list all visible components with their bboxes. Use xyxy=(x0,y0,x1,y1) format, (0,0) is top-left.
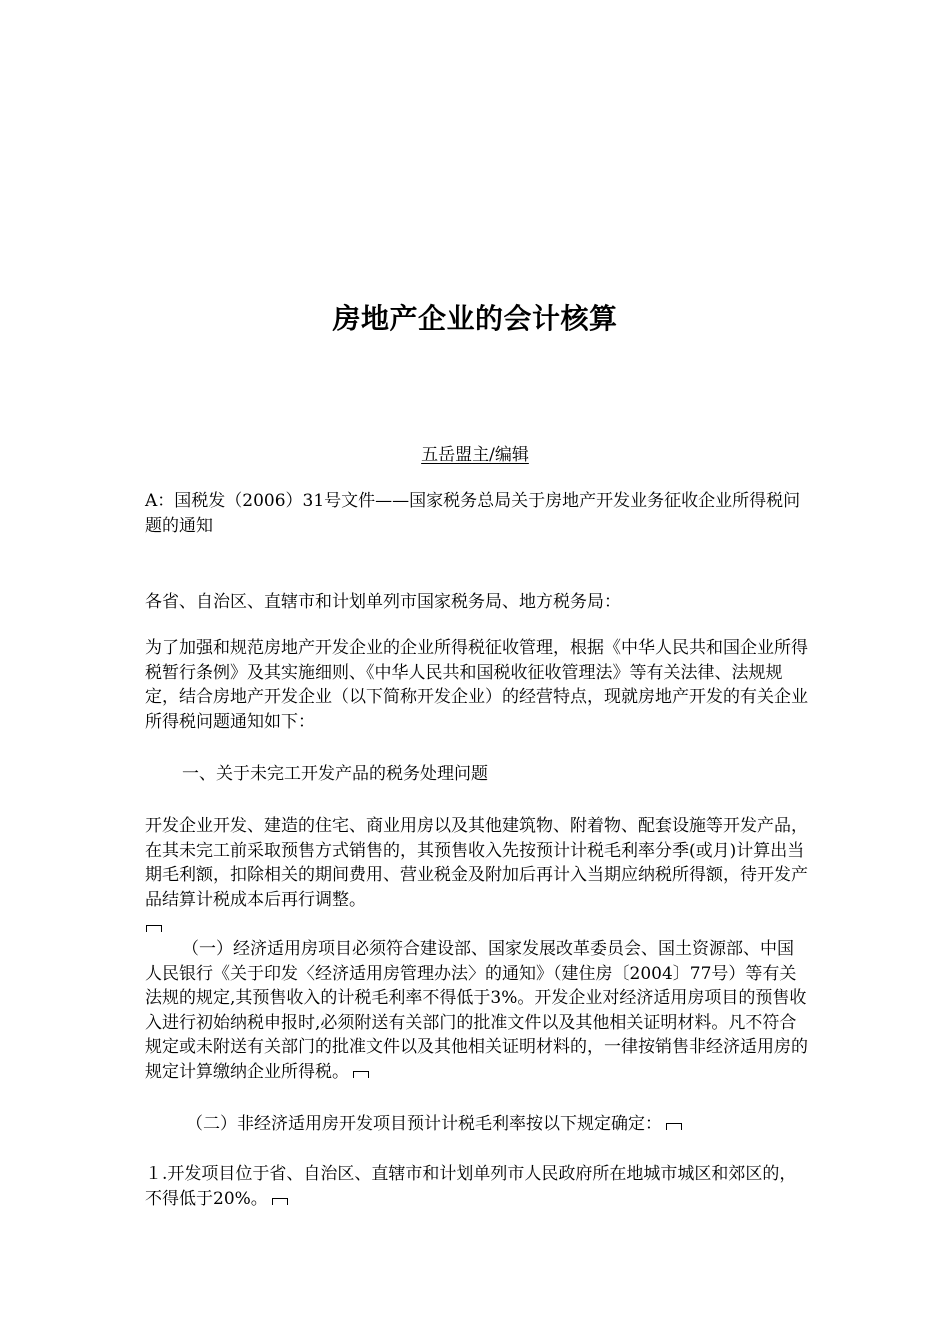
author-line xyxy=(0,440,950,465)
item-1-paragraph xyxy=(145,937,810,1084)
author-name: 五岳盟主/编辑 xyxy=(421,445,529,465)
paragraph-mark-icon xyxy=(272,1198,288,1205)
section-1-heading: 一、关于未完工开发产品的税务处理问题 xyxy=(182,764,488,784)
item-1-text: （一）经济适用房项目必须符合建设部、国家发展改革委员会、国土资源部、中国人民银行《关于印发〈经济适用房管理办法〉的通知》（建住房〔2004〕77号）等有关法规的规定,其预售收入的计税毛利率不得低于3%。开发企业对经济适用房项目的预售收入进行初始纳税申报时,必须附送有关部门的批准文件以及其他相关证明材料。凡不符合规定或未附送有关部门的批准文件以及其他相关证明材料的，一律按销售非经济适用房的规定计算缴纳企业所得税。 xyxy=(145,939,808,1082)
item-2-1-paragraph xyxy=(145,1162,810,1211)
salutation: 各省、自治区、直辖市和计划单列市国家税务局、地方税务局： xyxy=(145,592,621,612)
section-1-body: 开发企业开发、建造的住宅、商业用房以及其他建筑物、附着物、配套设施等开发产品，在其未完工前采取预售方式销售的，其预售收入先按预计计税毛利率分季(或月)计算出当期毛利额，扣除相关的期间费用、营业税金及附加后再计入当期应纳税所得额，待开发产品结算计税成本后再行调整。 xyxy=(145,816,808,910)
paragraph-mark-icon xyxy=(666,1123,682,1130)
paragraph-mark-icon xyxy=(146,925,162,932)
document-title: 房地产企业的会计核算 xyxy=(332,302,618,335)
item-2-paragraph xyxy=(186,1112,810,1137)
paragraph-mark-icon xyxy=(353,1071,369,1078)
item-2-text: （二）非经济适用房开发项目预计计税毛利率按以下规定确定： xyxy=(186,1114,662,1134)
heading-a: A：国税发（2006）31号文件——国家税务总局关于房地产开发业务征收企业所得税问题的通知 xyxy=(145,491,801,536)
intro-paragraph: 为了加强和规范房地产开发企业的企业所得税征收管理，根据《中华人民共和国企业所得税暂行条例》及其实施细则、《中华人民共和国税收征收管理法》等有关法律、法规规定，结合房地产开发企业（以下简称开发企业）的经营特点，现就房地产开发的有关企业所得税问题通知如下： xyxy=(145,638,808,732)
item-2-1-text: １.开发项目位于省、自治区、直辖市和计划单列市人民政府所在地城市城区和郊区的，不得低于20%。 xyxy=(145,1164,797,1209)
